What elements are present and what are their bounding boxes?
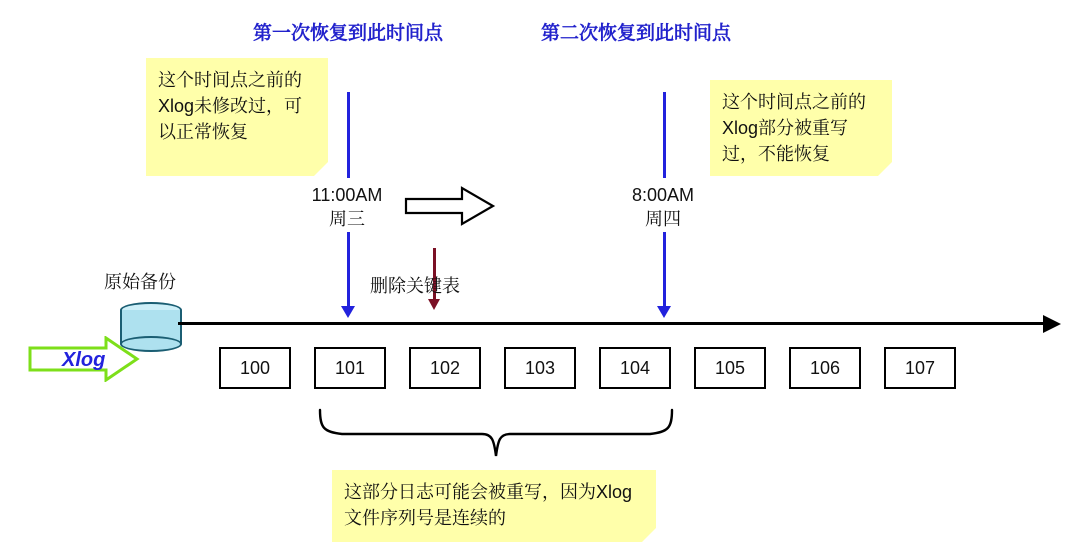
- note-left: [146, 58, 328, 176]
- note-bottom: [332, 470, 656, 542]
- recovery-arrow-1-lower-line: [347, 232, 350, 307]
- xlog-segment[interactable]: 105: [694, 347, 766, 389]
- timeline-arrow-head: [1043, 315, 1061, 333]
- recovery-arrow-1-upper-line: [347, 92, 350, 178]
- heading-second-recovery: 第二次恢复到此时间点: [541, 23, 732, 44]
- recovery-arrow-2-lower-line: [663, 232, 666, 307]
- xlog-segment[interactable]: 107: [884, 347, 956, 389]
- xlog-segment[interactable]: 104: [599, 347, 671, 389]
- timepoint-1-day: 周三: [329, 209, 365, 230]
- timepoint-2-day: 周四: [645, 209, 681, 230]
- xlog-label: Xlog: [62, 349, 106, 371]
- xlog-segment-list: [219, 347, 956, 389]
- note-right: [710, 80, 892, 176]
- timepoint-2-time: 8:00AM: [631, 185, 695, 205]
- segment-range-brace: [316, 408, 676, 465]
- recovery-arrow-2-head: [657, 306, 671, 318]
- timepoint-2-label: [603, 183, 723, 232]
- note-left-text: 这个时间点之前的Xlog未修改过，可以正常恢复: [146, 58, 328, 176]
- recovery-arrow-2-upper-line: [663, 92, 666, 178]
- note-bottom-fold: [642, 528, 656, 542]
- xlog-segment[interactable]: 101: [314, 347, 386, 389]
- timepoint-1-time: 11:00AM: [311, 185, 383, 205]
- note-right-text: 这个时间点之前的Xlog部分被重写过，不能恢复: [710, 80, 892, 176]
- backup-label: 原始备份: [104, 272, 176, 292]
- xlog-segment[interactable]: 102: [409, 347, 481, 389]
- recovery-arrow-1-head: [341, 306, 355, 318]
- timepoint-1-label: [287, 183, 407, 232]
- note-right-fold: [878, 162, 892, 176]
- xlog-segment[interactable]: 106: [789, 347, 861, 389]
- timeline-axis: [178, 322, 1044, 325]
- xlog-segment[interactable]: 103: [504, 347, 576, 389]
- xlog-segment[interactable]: 100: [219, 347, 291, 389]
- heading-first-recovery: 第一次恢复到此时间点: [253, 23, 444, 44]
- event-arrow-head: [428, 299, 440, 310]
- note-bottom-text: 这部分日志可能会被重写，因为Xlog文件序列号是连续的: [332, 470, 656, 542]
- note-left-fold: [314, 162, 328, 176]
- event-label: 删除关键表: [370, 276, 460, 296]
- progress-arrow-icon: [404, 185, 496, 232]
